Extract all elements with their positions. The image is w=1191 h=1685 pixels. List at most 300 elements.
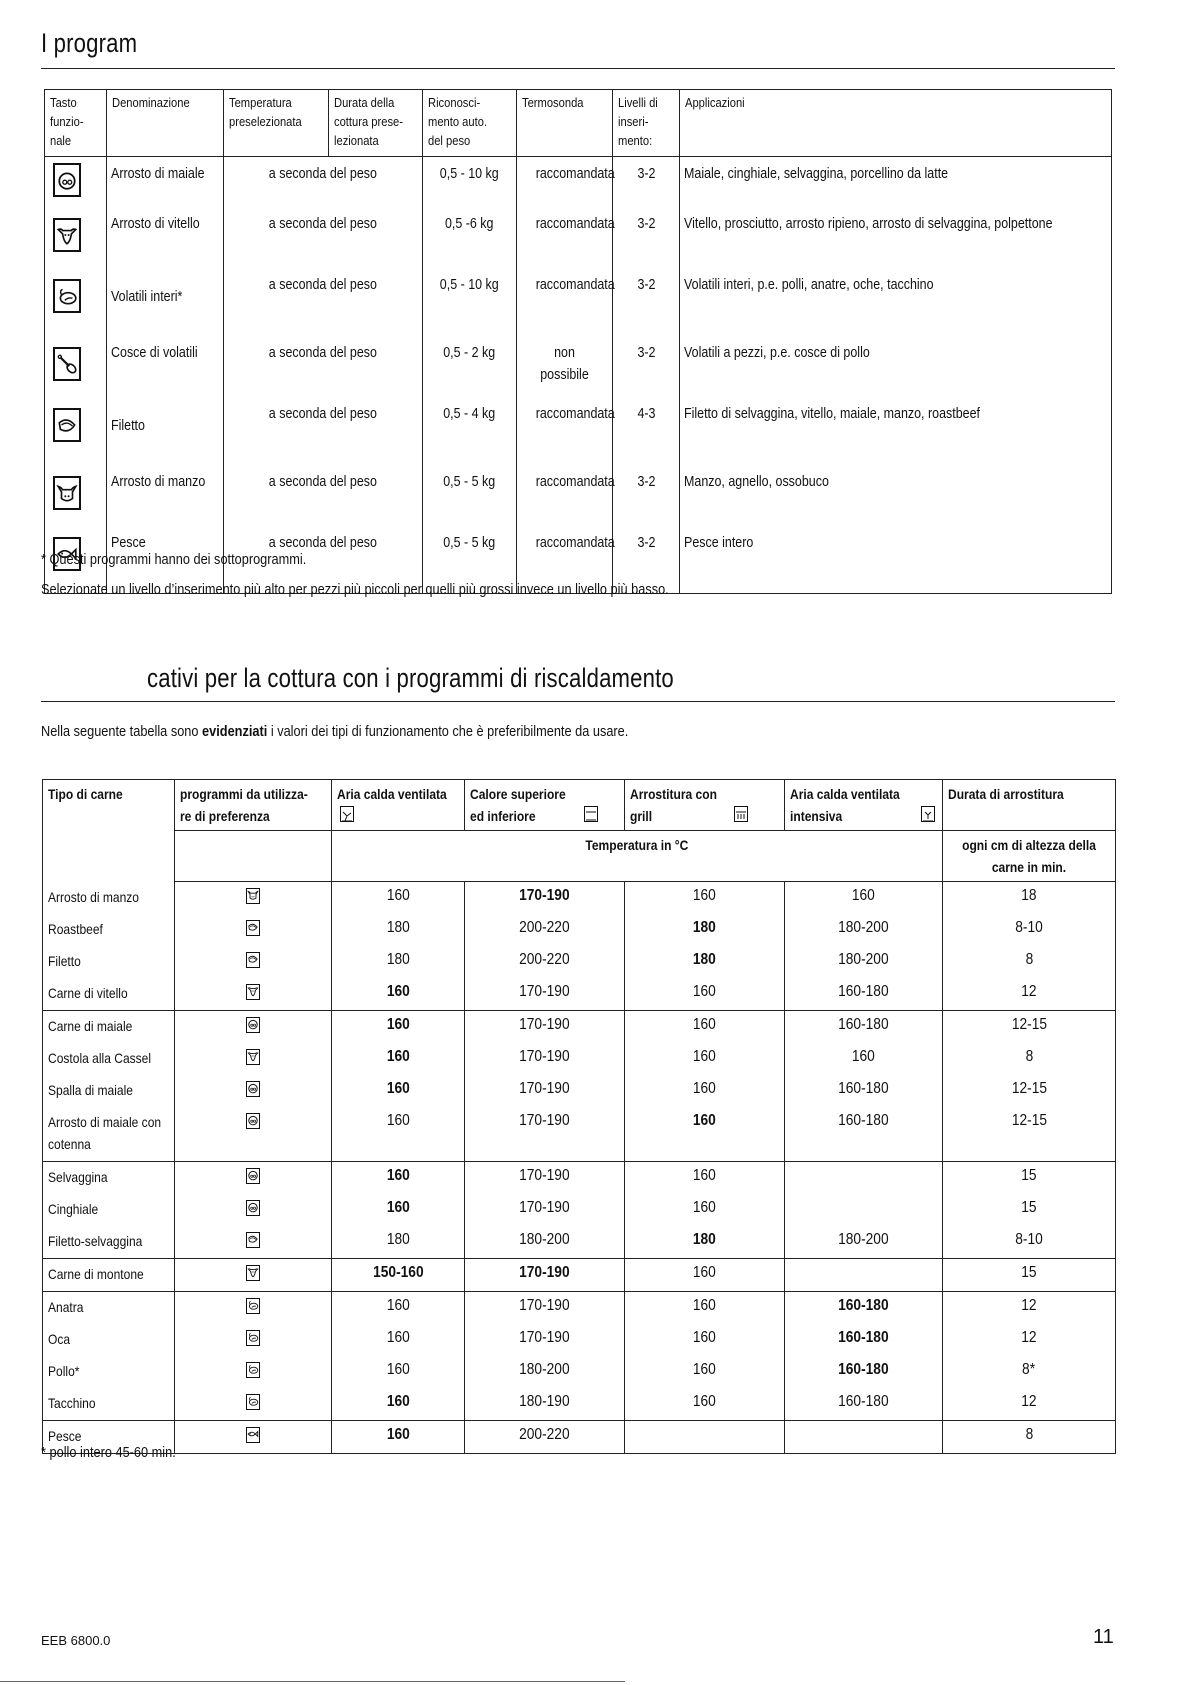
header-cell: Livelli di inseri- mento: xyxy=(613,90,680,157)
value-text: 160 xyxy=(386,1361,410,1378)
meat-type-text: Costola alla Cassel xyxy=(48,1050,152,1066)
value-text: 200-220 xyxy=(519,951,570,968)
value-fan xyxy=(332,1011,465,1044)
value-text: 12-15 xyxy=(1011,1112,1047,1129)
value-text: 160 xyxy=(693,1167,716,1184)
value-duration xyxy=(943,946,1116,978)
meat-type-text: Carne di maiale xyxy=(48,1018,133,1034)
header-fan: Aria calda ventilata xyxy=(332,780,465,831)
program-key-cell xyxy=(45,274,107,342)
value-text: 160 xyxy=(693,1016,716,1033)
program-name xyxy=(107,471,224,532)
program-applications xyxy=(680,274,1112,342)
value-text: 180 xyxy=(693,919,716,936)
probe-text: non possibile xyxy=(540,345,589,383)
fish-icon xyxy=(246,1427,260,1443)
meat-type xyxy=(43,1292,175,1325)
weight-text: 0,5 -6 kg xyxy=(445,216,494,232)
value-text: 160 xyxy=(693,1080,716,1097)
weight-text: 0,5 - 5 kg xyxy=(443,535,496,551)
value-grill xyxy=(625,1324,785,1356)
meat-type xyxy=(43,1194,175,1226)
fillet-icon xyxy=(246,952,260,968)
temp-duration-text: a seconda del peso xyxy=(268,345,378,361)
value-duration xyxy=(943,1011,1116,1044)
program-key-cell xyxy=(45,157,107,214)
program-name xyxy=(107,342,224,403)
fillet-icon[interactable] xyxy=(53,408,81,442)
applications-text: Manzo, agnello, ossobuco xyxy=(684,474,829,490)
meat-type-text: Filetto-selvaggina xyxy=(48,1233,143,1249)
meat-type-text: Filetto xyxy=(48,953,81,969)
value-text: 170-190 xyxy=(519,887,570,904)
program-row xyxy=(45,213,1112,274)
value-text: 180-200 xyxy=(838,1231,889,1248)
value-grill xyxy=(625,1292,785,1325)
program-applications xyxy=(680,403,1112,471)
program-icon-cell xyxy=(175,1226,332,1259)
cooking-row xyxy=(43,1292,1116,1325)
programs-note-2: Selezionate un livello d’inserimento più alto per pezzi più piccoli per quelli più grossi invece un livello più basso. xyxy=(41,582,669,598)
grill-mode-icon xyxy=(734,806,748,822)
value-text: 12 xyxy=(1021,1297,1037,1314)
value-text: 8 xyxy=(1025,1426,1033,1443)
value-text: 8* xyxy=(1022,1361,1036,1378)
value-fan xyxy=(332,1162,465,1195)
whole-poultry-icon xyxy=(246,1330,260,1346)
value-text: 12 xyxy=(1021,1329,1037,1346)
value-duration xyxy=(943,1226,1116,1259)
program-icon-cell xyxy=(175,1107,332,1162)
value-duration xyxy=(943,1388,1116,1421)
header-cell: Termosonda xyxy=(517,90,613,157)
value-text: 160-180 xyxy=(838,1329,889,1346)
value-topbottom xyxy=(465,1388,625,1421)
applications-text: Filetto di selvaggina, vitello, maiale, manzo, roastbeef xyxy=(684,406,980,422)
program-name-text: Arrosto di maiale xyxy=(111,166,205,182)
cooking-footnote: * pollo intero 45-60 min. xyxy=(41,1445,176,1461)
levels-text: 3-2 xyxy=(636,166,656,182)
value-text: 8-10 xyxy=(1015,1231,1043,1248)
pork-roast-icon xyxy=(246,1081,260,1097)
weight-text: 0,5 - 10 kg xyxy=(440,166,499,182)
probe-text: raccomandata xyxy=(535,216,615,232)
weight-text: 0,5 - 10 kg xyxy=(440,277,499,293)
program-icon-cell xyxy=(175,946,332,978)
value-text: 170-190 xyxy=(519,1112,570,1129)
programs-note-1: * Questi programmi hanno dei sottoprogrammi. xyxy=(41,552,307,568)
program-applications xyxy=(680,532,1112,594)
header-duration: Durata di arrostitura xyxy=(943,780,1116,831)
program-key-cell xyxy=(45,403,107,471)
program-name-text: Pesce xyxy=(111,535,146,551)
value-fan xyxy=(332,1226,465,1259)
applications-text: Maiale, cinghiale, selvaggina, porcellino da latte xyxy=(684,166,949,182)
program-icon-cell xyxy=(175,1421,332,1454)
meat-type xyxy=(43,946,175,978)
program-row xyxy=(45,157,1112,214)
value-duration xyxy=(943,978,1116,1011)
veal-roast-icon[interactable] xyxy=(53,218,81,252)
program-weight xyxy=(423,342,517,403)
meat-type: Arrosto di maiale con cotenna xyxy=(43,1107,175,1162)
header-blank xyxy=(175,831,332,882)
value-duration xyxy=(943,1107,1116,1162)
section-title-cooking-values: cativi per la cottura con i programmi di riscaldamento xyxy=(147,663,674,693)
program-temp-duration xyxy=(224,471,423,532)
header-cell: Applicazioni xyxy=(680,90,1112,157)
fan-mode-icon xyxy=(340,806,354,822)
program-levels xyxy=(613,403,680,471)
value-topbottom xyxy=(465,914,625,946)
value-intensive xyxy=(785,978,943,1011)
value-topbottom xyxy=(465,1043,625,1075)
value-text: 160 xyxy=(693,887,716,904)
value-fan xyxy=(332,1421,465,1454)
value-text: 180-190 xyxy=(519,1393,570,1410)
value-fan xyxy=(332,1292,465,1325)
program-applications xyxy=(680,471,1112,532)
cooking-row xyxy=(43,1421,1116,1454)
value-text: 170-190 xyxy=(519,1167,570,1184)
program-probe xyxy=(517,157,613,214)
value-text: 160-180 xyxy=(838,1361,889,1378)
value-text: 180-200 xyxy=(838,951,889,968)
program-row xyxy=(45,471,1112,532)
value-text: 12 xyxy=(1021,1393,1037,1410)
value-duration xyxy=(943,1043,1116,1075)
value-text: 160-180 xyxy=(838,1016,889,1033)
value-intensive xyxy=(785,1162,943,1195)
program-probe xyxy=(517,342,613,403)
value-text: 160 xyxy=(693,1361,716,1378)
value-text: 160 xyxy=(386,1199,410,1216)
value-text: 15 xyxy=(1021,1264,1037,1281)
value-text: 160 xyxy=(386,1112,410,1129)
value-intensive xyxy=(785,1388,943,1421)
value-grill xyxy=(625,914,785,946)
program-icon-cell xyxy=(175,1259,332,1292)
levels-text: 3-2 xyxy=(636,277,656,293)
meat-type xyxy=(43,978,175,1011)
value-text: 160 xyxy=(693,983,716,1000)
meat-type-text: Anatra xyxy=(48,1299,84,1315)
value-text: 160 xyxy=(693,1297,716,1314)
value-topbottom xyxy=(465,1075,625,1107)
cooking-row xyxy=(43,882,1116,915)
value-duration xyxy=(943,1421,1116,1454)
meat-type-text: Pesce xyxy=(48,1428,82,1444)
program-probe xyxy=(517,403,613,471)
value-text: 160-180 xyxy=(838,983,889,1000)
meat-type xyxy=(43,882,175,915)
value-text: 170-190 xyxy=(519,1297,570,1314)
weight-text: 0,5 - 4 kg xyxy=(443,406,496,422)
pork-roast-icon xyxy=(246,1200,260,1216)
meat-type xyxy=(43,1043,175,1075)
probe-text: raccomandata xyxy=(535,535,615,551)
value-fan xyxy=(332,1324,465,1356)
meat-type-text: Arrosto di manzo xyxy=(48,888,140,905)
programs-table xyxy=(44,89,1112,594)
value-grill xyxy=(625,1043,785,1075)
value-fan xyxy=(332,1194,465,1226)
value-topbottom xyxy=(465,946,625,978)
value-intensive xyxy=(785,1226,943,1259)
cooking-intro: Nella seguente tabella sono evidenziati i valori dei tipi di funzionamento che è preferibilmente da usare. xyxy=(41,724,629,740)
cooking-row xyxy=(43,1107,1116,1162)
meat-type xyxy=(43,914,175,946)
value-text: 180 xyxy=(386,919,410,936)
probe-text: raccomandata xyxy=(535,166,615,182)
value-intensive xyxy=(785,1356,943,1388)
header-cell: Denominazione xyxy=(107,90,224,157)
value-duration xyxy=(943,1356,1116,1388)
intensive-fan-icon xyxy=(921,806,935,822)
levels-text: 3-2 xyxy=(636,474,656,490)
applications-text: Volatili interi, p.e. polli, anatre, oche, tacchino xyxy=(684,277,934,293)
model-number: EEB 6800.0 xyxy=(41,1633,111,1648)
value-text: 160-180 xyxy=(838,1393,889,1410)
value-intensive xyxy=(785,1043,943,1075)
header-temperature: Temperatura in °C xyxy=(332,831,943,882)
cooking-values-table xyxy=(42,779,1116,1454)
value-text: 160 xyxy=(386,1167,410,1184)
fillet-icon xyxy=(246,1232,260,1248)
value-fan xyxy=(332,1107,465,1162)
value-duration xyxy=(943,1292,1116,1325)
program-icon-cell xyxy=(175,1194,332,1226)
value-topbottom xyxy=(465,1011,625,1044)
program-weight xyxy=(423,471,517,532)
pork-roast-icon[interactable] xyxy=(53,163,81,197)
cooking-row xyxy=(43,946,1116,978)
value-intensive xyxy=(785,1011,943,1044)
beef-roast-icon[interactable] xyxy=(53,476,81,510)
header-cell: Tasto funzio- nale xyxy=(45,90,107,157)
program-name xyxy=(107,213,224,274)
meat-type-text: Carne di vitello xyxy=(48,985,128,1001)
value-text: 160 xyxy=(693,1329,716,1346)
value-fan xyxy=(332,1356,465,1388)
whole-poultry-icon xyxy=(246,1298,260,1314)
value-text: 200-220 xyxy=(519,919,570,936)
value-intensive xyxy=(785,882,943,915)
meat-type-text: Cinghiale xyxy=(48,1201,99,1217)
fillet-icon xyxy=(246,920,260,936)
program-icon-cell xyxy=(175,914,332,946)
value-intensive xyxy=(785,946,943,978)
program-weight xyxy=(423,213,517,274)
whole-poultry-icon[interactable] xyxy=(53,279,81,313)
value-text: 180-200 xyxy=(519,1231,570,1248)
meat-type xyxy=(43,1011,175,1044)
weight-text: 0,5 - 2 kg xyxy=(443,345,496,361)
value-intensive xyxy=(785,1421,943,1454)
applications-text: Vitello, prosciutto, arrosto ripieno, arrosto di selvaggina, polpettone xyxy=(684,216,1053,232)
applications-text: Pesce intero xyxy=(684,535,754,551)
value-fan xyxy=(332,978,465,1011)
program-name-text: Volatili interi* xyxy=(111,289,183,305)
value-text: 8-10 xyxy=(1015,919,1043,936)
meat-type-text: Tacchino xyxy=(48,1395,96,1411)
value-text: 15 xyxy=(1021,1167,1037,1184)
program-row xyxy=(45,342,1112,403)
levels-text: 3-2 xyxy=(636,535,656,551)
cooking-row xyxy=(43,914,1116,946)
program-row xyxy=(45,274,1112,342)
cooking-row xyxy=(43,1162,1116,1195)
value-intensive xyxy=(785,914,943,946)
value-text: 170-190 xyxy=(519,983,570,1000)
cooking-header-row xyxy=(43,780,1116,831)
value-text: 180 xyxy=(693,1231,716,1248)
levels-text: 3-2 xyxy=(636,345,656,361)
value-grill xyxy=(625,1011,785,1044)
cooking-header-row-2 xyxy=(43,831,1116,882)
value-grill xyxy=(625,1162,785,1195)
program-probe xyxy=(517,274,613,342)
value-grill xyxy=(625,1107,785,1162)
pork-roast-icon xyxy=(246,1168,260,1184)
header-program: programmi da utilizza- re di preferenza xyxy=(175,780,332,831)
program-icon-cell xyxy=(175,1162,332,1195)
program-key-cell xyxy=(45,342,107,403)
value-text: 8 xyxy=(1025,1048,1033,1065)
program-temp-duration xyxy=(224,157,423,214)
value-text: 170-190 xyxy=(519,1199,570,1216)
meat-type xyxy=(43,1324,175,1356)
value-text: 160 xyxy=(693,1264,716,1281)
header-cell: Riconosci- mento auto. del peso xyxy=(423,90,517,157)
program-applications xyxy=(680,213,1112,274)
programs-header-row xyxy=(45,90,1112,157)
value-text: 160 xyxy=(386,1329,410,1346)
value-text: 12-15 xyxy=(1011,1016,1047,1033)
value-grill xyxy=(625,978,785,1011)
value-text: 160 xyxy=(852,887,875,904)
value-intensive xyxy=(785,1292,943,1325)
program-temp-duration xyxy=(224,274,423,342)
value-duration xyxy=(943,1075,1116,1107)
value-text: 180-200 xyxy=(519,1361,570,1378)
value-topbottom xyxy=(465,1226,625,1259)
meat-type-text: Roastbeef xyxy=(48,921,103,937)
meat-type-text: Spalla di maiale xyxy=(48,1082,134,1098)
header-top-bottom: Calore superiore ed inferiore xyxy=(465,780,625,831)
temp-duration-text: a seconda del peso xyxy=(268,406,378,422)
value-intensive xyxy=(785,1075,943,1107)
levels-text: 4-3 xyxy=(636,406,656,422)
top-bottom-heat-icon xyxy=(584,806,598,822)
value-text: 8 xyxy=(1025,951,1033,968)
title-rule xyxy=(41,68,1115,69)
value-text: 150-160 xyxy=(372,1264,424,1281)
cooking-row xyxy=(43,1356,1116,1388)
value-grill xyxy=(625,1388,785,1421)
value-text: 160-180 xyxy=(838,1112,889,1129)
temp-duration-text: a seconda del peso xyxy=(268,474,378,490)
value-duration xyxy=(943,1324,1116,1356)
value-text: 170-190 xyxy=(519,1048,570,1065)
value-intensive xyxy=(785,1324,943,1356)
program-name xyxy=(107,403,224,471)
program-name-text: Filetto xyxy=(111,418,145,434)
value-text: 160 xyxy=(386,1426,410,1443)
program-temp-duration xyxy=(224,403,423,471)
value-text: 180 xyxy=(386,1231,410,1248)
value-text: 160 xyxy=(386,1048,410,1065)
value-duration xyxy=(943,1162,1116,1195)
value-fan xyxy=(332,882,465,915)
program-row xyxy=(45,403,1112,471)
value-topbottom xyxy=(465,1421,625,1454)
value-grill xyxy=(625,1194,785,1226)
value-text: 170-190 xyxy=(519,1080,570,1097)
meat-type-text: Selvaggina xyxy=(48,1169,108,1185)
meat-type xyxy=(43,1162,175,1195)
program-name-text: Cosce di volatili xyxy=(111,345,198,361)
header-meat-type: Tipo di carne xyxy=(43,780,175,882)
program-probe xyxy=(517,471,613,532)
title-rule xyxy=(41,701,1115,702)
meat-type-text: Carne di montone xyxy=(48,1266,144,1282)
value-text: 160 xyxy=(693,1048,716,1065)
value-text: 180 xyxy=(386,951,410,968)
program-key-cell xyxy=(45,471,107,532)
value-text: 160 xyxy=(386,887,410,904)
cooking-row xyxy=(43,1226,1116,1259)
value-topbottom xyxy=(465,978,625,1011)
program-levels xyxy=(613,213,680,274)
program-levels xyxy=(613,157,680,214)
header-duration-unit: ogni cm di altezza della carne in min. xyxy=(943,831,1116,882)
poultry-leg-icon[interactable] xyxy=(53,347,81,381)
value-duration xyxy=(943,882,1116,915)
program-temp-duration xyxy=(224,342,423,403)
probe-text: raccomandata xyxy=(535,474,615,490)
value-topbottom xyxy=(465,1194,625,1226)
meat-type xyxy=(43,1388,175,1421)
value-duration xyxy=(943,1259,1116,1292)
value-text: 160 xyxy=(386,1393,410,1410)
cooking-row xyxy=(43,1324,1116,1356)
cooking-row xyxy=(43,1259,1116,1292)
value-duration xyxy=(943,1194,1116,1226)
value-fan xyxy=(332,1075,465,1107)
value-text: 160 xyxy=(386,1080,410,1097)
value-grill xyxy=(625,882,785,915)
program-name xyxy=(107,157,224,214)
program-icon-cell xyxy=(175,1043,332,1075)
cooking-row xyxy=(43,1075,1116,1107)
value-text: 12 xyxy=(1021,983,1037,1000)
value-text: 160 xyxy=(386,1016,410,1033)
value-topbottom xyxy=(465,1259,625,1292)
beef-roast-icon xyxy=(246,888,260,904)
pork-roast-icon xyxy=(246,1017,260,1033)
value-text: 180-200 xyxy=(838,919,889,936)
header-cell: Temperatura preselezionata xyxy=(224,90,329,157)
program-icon-cell xyxy=(175,1075,332,1107)
value-text: 15 xyxy=(1021,1199,1037,1216)
value-text: 160 xyxy=(386,983,410,1000)
cooking-row xyxy=(43,1388,1116,1421)
value-grill xyxy=(625,1421,785,1454)
cooking-row xyxy=(43,1043,1116,1075)
weight-text: 0,5 - 5 kg xyxy=(443,474,496,490)
value-intensive xyxy=(785,1194,943,1226)
